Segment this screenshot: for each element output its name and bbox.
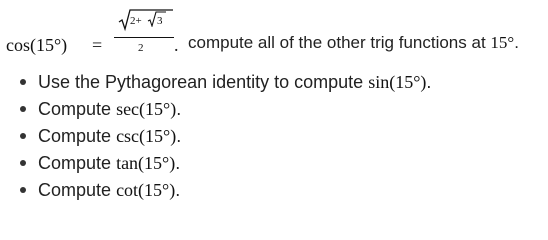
fraction-bar <box>114 37 174 38</box>
task-math-expression: tan(15°) <box>116 153 176 173</box>
task-plain-text: Compute <box>38 180 112 200</box>
task-text <box>38 179 180 201</box>
inner-root-value: 3 <box>157 15 163 27</box>
cosine-expression: cos(15°) <box>6 35 68 55</box>
problem-statement <box>6 8 544 58</box>
task-suffix: . <box>175 153 181 173</box>
task-suffix: . <box>176 99 182 119</box>
instruction-end: . <box>514 33 519 52</box>
instruction-angle: 15° <box>490 33 515 52</box>
task-text <box>38 71 431 93</box>
bullet-icon <box>20 187 26 193</box>
list-item <box>0 150 548 176</box>
task-plain-text: Compute <box>38 99 112 119</box>
instruction-line <box>188 33 519 53</box>
sentence-period: . <box>174 35 179 55</box>
numerator-term: 2+ <box>130 15 142 27</box>
task-math-expression: sin(15°) <box>368 72 427 92</box>
bullet-icon <box>20 160 26 166</box>
task-math-expression: sec(15°) <box>116 99 177 119</box>
inner-square-root <box>147 11 167 27</box>
task-plain-text: Compute <box>38 126 112 146</box>
list-item <box>0 123 548 149</box>
bullet-icon <box>20 133 26 139</box>
task-text <box>38 125 181 147</box>
task-plain-text: Use the Pythagorean identity to compute <box>38 72 364 92</box>
fraction-denominator: 2 <box>138 42 144 54</box>
fraction-numerator <box>118 8 174 32</box>
equals-sign: = <box>92 35 103 55</box>
task-list <box>0 69 548 204</box>
cosine-value-fraction <box>114 8 176 58</box>
list-item <box>0 69 548 95</box>
list-item <box>0 96 548 122</box>
bullet-icon <box>20 106 26 112</box>
task-suffix: . <box>175 180 181 200</box>
task-plain-text: Compute <box>38 153 112 173</box>
bullet-icon <box>20 79 26 85</box>
task-math-expression: csc(15°) <box>116 126 177 146</box>
task-text <box>38 152 180 174</box>
task-suffix: . <box>426 72 432 92</box>
list-item <box>0 177 548 203</box>
task-suffix: . <box>176 126 182 146</box>
task-math-expression: cot(15°) <box>116 180 176 200</box>
instruction-text: compute all of the other trig functions at <box>188 33 486 52</box>
task-text <box>38 98 181 120</box>
